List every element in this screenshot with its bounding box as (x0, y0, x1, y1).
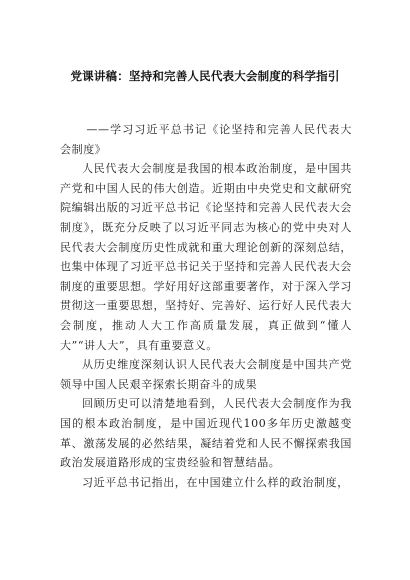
section-heading: 从历史维度深刻认识人民代表大会制度是中国共产党领导中国人民艰辛探索长期奋斗的成果 (60, 358, 352, 391)
paragraph-quote-start: 习近平总书记指出，在中国建立什么样的政治制度， (82, 475, 349, 489)
document-title: 党课讲稿：坚持和完善人民代表大会制度的科学指引 (70, 69, 340, 83)
paragraph-intro: 人民代表大会制度是我国的根本政治制度，是中国共产党和中国人民的伟大创造。近期由中央党史和文献研究院编辑出版的习近平总书记《论坚持和完善人民代表大会制度》，既充分反映了以习近平同志为核心的党中央对人民代表大会制度历史性成就和重大理论创新的深刻总结，也集中体现了习近平总书记关于坚持和完善人民代表大会制度的重要思想。学好用好这部重要著作，对于深入学习贯彻这一重要思想，坚持好、完善好、运行好人民代表大会制度，推动人大工作高质量发展，真正做到“懂人大”“讲人大”，具有重要意义。 (60, 162, 352, 352)
document-body (60, 120, 352, 492)
document-subtitle: ——学习习近平总书记《论坚持和完善人民代表大会制度》 (60, 123, 352, 156)
paragraph-history: 回顾历史可以清楚地看到，人民代表大会制度作为我国的根本政治制度，是中国近现代100多年历史激越变革、激荡发展的必然结果，凝结着党和人民不懈探索我国政治发展道路形成的宝贵经验和智慧结晶。 (60, 397, 352, 470)
